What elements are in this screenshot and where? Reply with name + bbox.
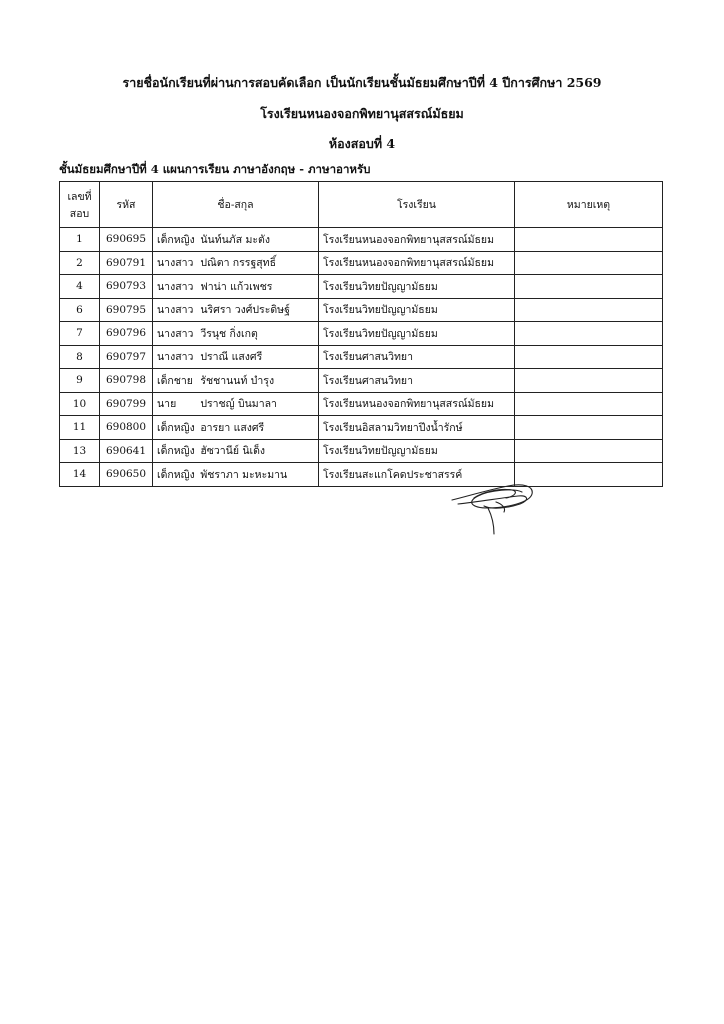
code-cell: 690793 — [100, 275, 153, 299]
note-cell — [515, 275, 663, 299]
student-name: วีรนุช กิ่งเกตุ — [200, 327, 258, 340]
code-cell: 690796 — [100, 322, 153, 346]
note-cell — [515, 345, 663, 369]
name-prefix: นาย — [157, 398, 177, 411]
seat-cell: 4 — [60, 275, 100, 299]
name-prefix: นางสาว — [157, 327, 194, 340]
student-name: ปราณี แสงศรี — [200, 351, 263, 364]
table-row — [60, 322, 663, 346]
note-cell — [515, 228, 663, 252]
table-row — [60, 416, 663, 440]
code-cell: 690650 — [100, 463, 153, 487]
note-cell — [515, 439, 663, 463]
note-cell — [515, 322, 663, 346]
table-row — [60, 369, 663, 393]
name-cell — [153, 392, 319, 416]
table-row — [60, 228, 663, 252]
student-roster-table — [59, 181, 663, 487]
seat-cell: 7 — [60, 322, 100, 346]
student-name: ปราชญ์ บินมาลา — [200, 398, 277, 411]
note-cell — [515, 392, 663, 416]
code-cell: 690798 — [100, 369, 153, 393]
student-name: ปณิตา กรรฐสุทธิ์ — [200, 257, 276, 270]
code-cell: 690797 — [100, 345, 153, 369]
school-cell: โรงเรียนวิทยปัญญามัธยม — [319, 322, 515, 346]
school-cell: โรงเรียนหนองจอกพิทยานุสสรณ์มัธยม — [319, 251, 515, 275]
school-cell: โรงเรียนหนองจอกพิทยานุสสรณ์มัธยม — [319, 392, 515, 416]
table-row — [60, 463, 663, 487]
handwritten-signature — [448, 468, 538, 538]
name-prefix: เด็กหญิง — [157, 233, 195, 246]
name-prefix: นางสาว — [157, 304, 194, 317]
name-cell — [153, 439, 319, 463]
school-cell: โรงเรียนศาสนวิทยา — [319, 369, 515, 393]
student-name: ฟาน่า แก้วเพชร — [200, 280, 273, 293]
name-prefix: เด็กหญิง — [157, 445, 195, 458]
code-cell: 690800 — [100, 416, 153, 440]
column-header-code: รหัส — [100, 182, 153, 228]
school-cell: โรงเรียนศาสนวิทยา — [319, 345, 515, 369]
table-row — [60, 275, 663, 299]
column-header-seat-line1: เลขที่ — [67, 190, 92, 203]
student-name: อารยา แสงศรี — [200, 421, 265, 434]
seat-cell: 9 — [60, 369, 100, 393]
seat-cell: 13 — [60, 439, 100, 463]
name-prefix: เด็กชาย — [157, 374, 193, 387]
seat-cell: 6 — [60, 298, 100, 322]
code-cell: 690795 — [100, 298, 153, 322]
document-title: รายชื่อนักเรียนที่ผ่านการสอบคัดเลือก เป็นนักเรียนชั้นมัธยมศึกษาปีที่ 4 ปีการศึกษา 2569 — [122, 75, 602, 90]
name-cell — [153, 322, 319, 346]
code-cell: 690695 — [100, 228, 153, 252]
student-name: นันท์นภัส มะตัง — [200, 233, 270, 246]
code-cell: 690641 — [100, 439, 153, 463]
column-header-seat-line2: สอบ — [69, 207, 90, 220]
student-name: นริศรา วงศ์ประดิษฐ์ — [200, 304, 290, 317]
name-prefix: นางสาว — [157, 257, 194, 270]
column-header-note: หมายเหตุ — [515, 182, 663, 228]
school-cell: โรงเรียนวิทยปัญญามัธยม — [319, 439, 515, 463]
seat-cell: 8 — [60, 345, 100, 369]
table-row — [60, 345, 663, 369]
school-name-heading: โรงเรียนหนองจอกพิทยานุสสรณ์มัธยม — [260, 106, 464, 121]
seat-cell: 14 — [60, 463, 100, 487]
name-cell — [153, 463, 319, 487]
school-cell: โรงเรียนสะแกโคดประชาสรรค์ — [319, 463, 515, 487]
name-prefix: นางสาว — [157, 351, 194, 364]
seat-cell: 10 — [60, 392, 100, 416]
note-cell — [515, 251, 663, 275]
name-cell — [153, 251, 319, 275]
column-header-seat — [60, 182, 100, 228]
exam-room-heading: ห้องสอบที่ 4 — [328, 136, 396, 151]
name-cell — [153, 416, 319, 440]
name-cell — [153, 228, 319, 252]
column-header-name: ชื่อ-สกุล — [153, 182, 319, 228]
student-name: รัชชานนท์ บำรุง — [200, 374, 275, 387]
name-cell — [153, 369, 319, 393]
name-prefix: เด็กหญิง — [157, 468, 195, 481]
code-cell: 690799 — [100, 392, 153, 416]
table-header-row — [60, 182, 663, 228]
table-row — [60, 298, 663, 322]
school-cell: โรงเรียนวิทยปัญญามัธยม — [319, 298, 515, 322]
student-name: ฮัซวานีย์ นิเด็ง — [200, 445, 266, 458]
code-cell: 690791 — [100, 251, 153, 275]
seat-cell: 2 — [60, 251, 100, 275]
column-header-school: โรงเรียน — [319, 182, 515, 228]
table-row — [60, 251, 663, 275]
note-cell — [515, 416, 663, 440]
name-cell — [153, 345, 319, 369]
name-prefix: นางสาว — [157, 280, 194, 293]
name-prefix: เด็กหญิง — [157, 421, 195, 434]
table-row — [60, 439, 663, 463]
seat-cell: 11 — [60, 416, 100, 440]
name-cell — [153, 275, 319, 299]
note-cell — [515, 298, 663, 322]
seat-cell: 1 — [60, 228, 100, 252]
school-cell: โรงเรียนวิทยปัญญามัธยม — [319, 275, 515, 299]
school-cell: โรงเรียนหนองจอกพิทยานุสสรณ์มัธยม — [319, 228, 515, 252]
student-name: พัชราภา มะหะมาน — [200, 468, 288, 481]
note-cell — [515, 369, 663, 393]
table-row — [60, 392, 663, 416]
school-cell: โรงเรียนอิสลามวิทยาปึงน้ำรักษ์ — [319, 416, 515, 440]
program-subtitle: ชั้นมัธยมศึกษาปีที่ 4 แผนการเรียน ภาษาอังกฤษ - ภาษาอาหรับ — [59, 162, 371, 176]
name-cell — [153, 298, 319, 322]
